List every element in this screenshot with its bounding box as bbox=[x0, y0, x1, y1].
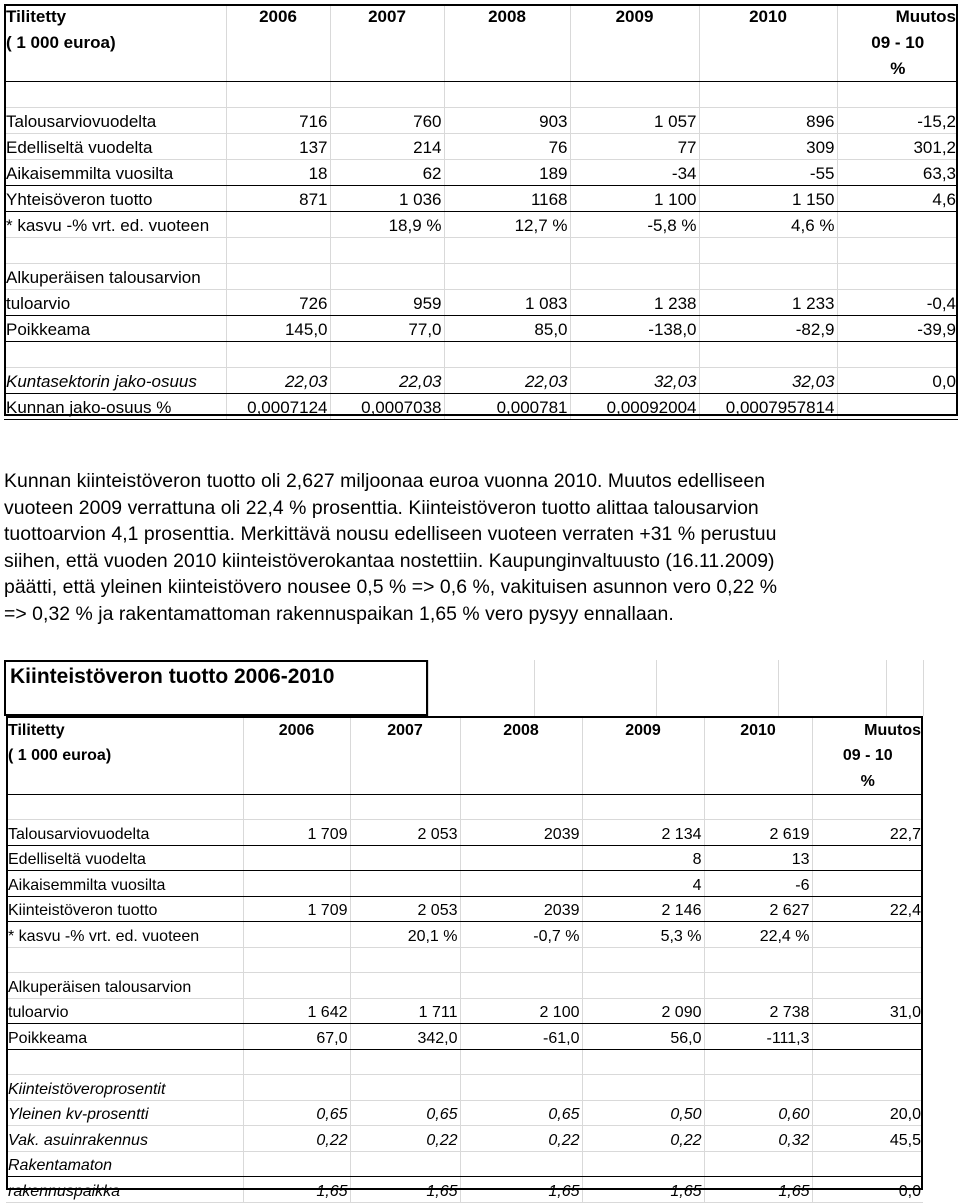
value-cell: 0,000781 bbox=[444, 394, 570, 420]
value-cell bbox=[350, 871, 460, 897]
value-cell: 145,0 bbox=[226, 316, 330, 342]
value-cell bbox=[226, 238, 330, 264]
property-tax-description bbox=[4, 468, 954, 627]
row-label-cell: Kiinteistöveroprosentit bbox=[6, 1075, 243, 1101]
value-cell bbox=[460, 973, 582, 999]
table-row bbox=[6, 1177, 923, 1203]
value-cell: 5,3 % bbox=[582, 922, 704, 948]
value-cell bbox=[704, 1049, 812, 1075]
header-cell bbox=[570, 56, 699, 82]
value-cell: 1 150 bbox=[699, 186, 837, 212]
value-cell: 2 738 bbox=[704, 998, 812, 1024]
header-cell bbox=[704, 743, 812, 769]
value-cell: 85,0 bbox=[444, 316, 570, 342]
value-cell: 0,0007124 bbox=[226, 394, 330, 420]
value-cell: 189 bbox=[444, 160, 570, 186]
table-row bbox=[6, 896, 923, 922]
value-cell bbox=[226, 212, 330, 238]
header-cell bbox=[350, 743, 460, 769]
value-cell: 56,0 bbox=[582, 1024, 704, 1050]
value-cell bbox=[699, 238, 837, 264]
value-cell: 214 bbox=[330, 134, 444, 160]
value-cell bbox=[243, 845, 350, 871]
value-cell: 0,0007957814 bbox=[699, 394, 837, 420]
value-cell bbox=[812, 1049, 923, 1075]
value-cell: 0,00092004 bbox=[570, 394, 699, 420]
table-row bbox=[6, 1151, 923, 1177]
value-cell: 0,50 bbox=[582, 1100, 704, 1126]
value-cell bbox=[350, 947, 460, 973]
value-cell: 31,0 bbox=[812, 998, 923, 1024]
value-cell: 63,3 bbox=[837, 160, 958, 186]
value-cell bbox=[570, 342, 699, 368]
value-cell bbox=[582, 1151, 704, 1177]
value-cell: 1,65 bbox=[350, 1177, 460, 1203]
value-cell: 1 233 bbox=[699, 290, 837, 316]
table-row bbox=[6, 871, 923, 897]
header-cell bbox=[460, 743, 582, 769]
value-cell: 726 bbox=[226, 290, 330, 316]
value-cell: -55 bbox=[699, 160, 837, 186]
value-cell bbox=[812, 973, 923, 999]
row-label-cell: Talousarviovuodelta bbox=[6, 820, 243, 846]
value-cell: 22,7 bbox=[812, 820, 923, 846]
value-cell: 0,65 bbox=[350, 1100, 460, 1126]
value-cell: 2 053 bbox=[350, 820, 460, 846]
table-row bbox=[4, 368, 958, 394]
value-cell: 2 090 bbox=[582, 998, 704, 1024]
table-row bbox=[4, 186, 958, 212]
value-cell: -82,9 bbox=[699, 316, 837, 342]
header-cell: % bbox=[812, 769, 923, 795]
value-cell: 4,6 bbox=[837, 186, 958, 212]
table-row bbox=[6, 973, 923, 999]
value-cell: 2 134 bbox=[582, 820, 704, 846]
value-cell bbox=[243, 922, 350, 948]
row-label-cell: Poikkeama bbox=[6, 1024, 243, 1050]
row-label-cell: Poikkeama bbox=[4, 316, 226, 342]
value-cell: -61,0 bbox=[460, 1024, 582, 1050]
header-cell bbox=[4, 56, 226, 82]
value-cell bbox=[837, 342, 958, 368]
row-label-cell: * kasvu -% vrt. ed. vuoteen bbox=[6, 922, 243, 948]
value-cell bbox=[812, 845, 923, 871]
value-cell: -5,8 % bbox=[570, 212, 699, 238]
value-cell bbox=[330, 264, 444, 290]
row-label-cell: Kuntasektorin jako-osuus bbox=[4, 368, 226, 394]
value-cell: 22,4 bbox=[812, 896, 923, 922]
value-cell bbox=[243, 1075, 350, 1101]
value-cell bbox=[837, 212, 958, 238]
header-cell bbox=[570, 30, 699, 56]
value-cell: 13 bbox=[704, 845, 812, 871]
value-cell: 32,03 bbox=[570, 368, 699, 394]
table-row bbox=[4, 212, 958, 238]
value-cell: -0,4 bbox=[837, 290, 958, 316]
value-cell: 1 057 bbox=[570, 108, 699, 134]
value-cell: 0,65 bbox=[460, 1100, 582, 1126]
header-cell: 2009 bbox=[582, 718, 704, 743]
corporate-tax-table bbox=[4, 4, 958, 420]
value-cell bbox=[350, 973, 460, 999]
table-row bbox=[4, 290, 958, 316]
header-cell: Muutos bbox=[864, 721, 921, 739]
value-cell bbox=[812, 947, 923, 973]
value-cell: 1,65 bbox=[582, 1177, 704, 1203]
value-cell bbox=[582, 1075, 704, 1101]
table-row bbox=[6, 794, 923, 820]
header-cell: Tilitetty bbox=[4, 4, 226, 30]
header-cell: 2008 bbox=[460, 718, 582, 743]
value-cell: 1,65 bbox=[243, 1177, 350, 1203]
value-cell: 0,0 bbox=[837, 368, 958, 394]
value-cell bbox=[837, 394, 958, 420]
value-cell: -15,2 bbox=[837, 108, 958, 134]
table-row bbox=[4, 264, 958, 290]
value-cell: 1 711 bbox=[350, 998, 460, 1024]
paragraph-line: => 0,32 % ja rakentamattoman rakennuspaikan 1,65 % vero pysyy ennallaan. bbox=[4, 602, 674, 625]
table-header-row bbox=[6, 769, 923, 795]
header-cell: 09 - 10 bbox=[871, 32, 925, 52]
value-cell: 4 bbox=[582, 871, 704, 897]
value-cell bbox=[837, 264, 958, 290]
value-cell: 1168 bbox=[444, 186, 570, 212]
table-header-row bbox=[4, 56, 958, 82]
property-tax-table bbox=[6, 718, 923, 1203]
value-cell bbox=[243, 973, 350, 999]
value-cell: 76 bbox=[444, 134, 570, 160]
table-row bbox=[4, 342, 958, 368]
value-cell: 1 083 bbox=[444, 290, 570, 316]
table-row bbox=[4, 134, 958, 160]
value-cell: 77,0 bbox=[330, 316, 444, 342]
row-label-cell: Kunnan jako-osuus % bbox=[4, 394, 226, 420]
header-cell bbox=[704, 769, 812, 795]
value-cell: 2039 bbox=[460, 896, 582, 922]
value-cell: 0,65 bbox=[243, 1100, 350, 1126]
value-cell: 896 bbox=[699, 108, 837, 134]
value-cell bbox=[243, 1151, 350, 1177]
header-cell: 2009 bbox=[570, 4, 699, 30]
value-cell bbox=[460, 1075, 582, 1101]
header-cell bbox=[444, 30, 570, 56]
section-heading: Kiinteistöveron tuotto 2006-2010 bbox=[10, 665, 335, 688]
header-cell: 2007 bbox=[350, 718, 460, 743]
table-row bbox=[6, 1024, 923, 1050]
value-cell: 32,03 bbox=[699, 368, 837, 394]
value-cell: 959 bbox=[330, 290, 444, 316]
header-cell: ( 1 000 euroa) bbox=[6, 743, 243, 769]
value-cell: 20,0 bbox=[812, 1100, 923, 1126]
value-cell bbox=[444, 264, 570, 290]
row-label-cell: Edelliseltä vuodelta bbox=[6, 845, 243, 871]
value-cell bbox=[330, 238, 444, 264]
table-row bbox=[6, 1049, 923, 1075]
table-row bbox=[4, 316, 958, 342]
value-cell: 2 619 bbox=[704, 820, 812, 846]
value-cell: 301,2 bbox=[837, 134, 958, 160]
header-cell: 2008 bbox=[444, 4, 570, 30]
value-cell bbox=[350, 845, 460, 871]
value-cell: 1 100 bbox=[570, 186, 699, 212]
value-cell bbox=[812, 871, 923, 897]
value-cell: 0,32 bbox=[704, 1126, 812, 1152]
value-cell bbox=[460, 1049, 582, 1075]
value-cell bbox=[350, 1151, 460, 1177]
value-cell: 716 bbox=[226, 108, 330, 134]
table-row bbox=[6, 947, 923, 973]
value-cell bbox=[812, 922, 923, 948]
header-cell: 2006 bbox=[243, 718, 350, 743]
value-cell: 0,22 bbox=[460, 1126, 582, 1152]
row-label-cell: Alkuperäisen talousarvion bbox=[4, 264, 226, 290]
header-cell: Muutos bbox=[895, 6, 956, 26]
value-cell: 12,7 % bbox=[444, 212, 570, 238]
value-cell bbox=[243, 947, 350, 973]
value-cell: 0,60 bbox=[704, 1100, 812, 1126]
value-cell bbox=[582, 947, 704, 973]
header-cell: Tilitetty bbox=[6, 718, 243, 743]
header-cell: 2006 bbox=[226, 4, 330, 30]
table-header-row bbox=[6, 718, 923, 743]
value-cell bbox=[570, 264, 699, 290]
value-cell: 0,22 bbox=[243, 1126, 350, 1152]
table-row bbox=[6, 998, 923, 1024]
row-label-cell: Alkuperäisen talousarvion bbox=[6, 973, 243, 999]
header-cell bbox=[226, 56, 330, 82]
value-cell: -138,0 bbox=[570, 316, 699, 342]
row-label-cell: tuloarvio bbox=[6, 998, 243, 1024]
value-cell: 1 642 bbox=[243, 998, 350, 1024]
value-cell bbox=[243, 871, 350, 897]
row-label-cell: Rakentamaton bbox=[6, 1151, 243, 1177]
value-cell: 1,65 bbox=[704, 1177, 812, 1203]
value-cell bbox=[350, 1075, 460, 1101]
value-cell: 62 bbox=[330, 160, 444, 186]
value-cell bbox=[812, 1075, 923, 1101]
value-cell bbox=[704, 973, 812, 999]
value-cell bbox=[330, 342, 444, 368]
row-label-cell: rakennuspaikka bbox=[6, 1177, 243, 1203]
corporate-tax-table-body bbox=[4, 108, 958, 420]
table-header-row bbox=[6, 743, 923, 769]
value-cell: 2 053 bbox=[350, 896, 460, 922]
header-cell: 2010 bbox=[699, 4, 837, 30]
value-cell bbox=[704, 1075, 812, 1101]
value-cell: 2039 bbox=[460, 820, 582, 846]
row-label-cell bbox=[4, 342, 226, 368]
header-cell bbox=[243, 743, 350, 769]
value-cell bbox=[699, 342, 837, 368]
property-tax-table-body bbox=[6, 820, 923, 1203]
row-label-cell: Kiinteistöveron tuotto bbox=[6, 896, 243, 922]
value-cell: 903 bbox=[444, 108, 570, 134]
table-row bbox=[4, 82, 958, 108]
value-cell bbox=[226, 264, 330, 290]
header-cell bbox=[699, 30, 837, 56]
header-cell bbox=[582, 769, 704, 795]
table-row bbox=[6, 845, 923, 871]
row-label-cell: Talousarviovuodelta bbox=[4, 108, 226, 134]
value-cell: 22,03 bbox=[226, 368, 330, 394]
header-cell bbox=[330, 30, 444, 56]
value-cell bbox=[460, 871, 582, 897]
value-cell: 22,03 bbox=[444, 368, 570, 394]
table-row bbox=[6, 820, 923, 846]
value-cell: 871 bbox=[226, 186, 330, 212]
header-cell bbox=[330, 56, 444, 82]
value-cell bbox=[582, 1049, 704, 1075]
value-cell: 22,03 bbox=[330, 368, 444, 394]
value-cell: 8 bbox=[582, 845, 704, 871]
header-cell: ( 1 000 euroa) bbox=[4, 30, 226, 56]
value-cell: 137 bbox=[226, 134, 330, 160]
header-cell bbox=[226, 30, 330, 56]
table-row bbox=[4, 108, 958, 134]
value-cell: 1 036 bbox=[330, 186, 444, 212]
row-label-cell: Yhteisöveron tuotto bbox=[4, 186, 226, 212]
value-cell bbox=[444, 238, 570, 264]
value-cell: 18,9 % bbox=[330, 212, 444, 238]
value-cell bbox=[444, 342, 570, 368]
value-cell: 1 709 bbox=[243, 820, 350, 846]
header-cell: 09 - 10 bbox=[842, 747, 893, 765]
value-cell bbox=[570, 238, 699, 264]
row-label-cell bbox=[4, 238, 226, 264]
value-cell: -39,9 bbox=[837, 316, 958, 342]
value-cell bbox=[837, 238, 958, 264]
value-cell: -6 bbox=[704, 871, 812, 897]
value-cell: 2 146 bbox=[582, 896, 704, 922]
header-cell: % bbox=[837, 56, 958, 82]
value-cell: 77 bbox=[570, 134, 699, 160]
value-cell bbox=[812, 1024, 923, 1050]
table-header-row bbox=[4, 30, 958, 56]
value-cell bbox=[243, 1049, 350, 1075]
row-label-cell: Edelliseltä vuodelta bbox=[4, 134, 226, 160]
value-cell bbox=[350, 1049, 460, 1075]
paragraph-line: tuottoarvion 4,1 prosenttia. Merkittävä nousu edelliseen vuoteen verraten +31 % perustuu bbox=[4, 523, 777, 545]
value-cell: 0,22 bbox=[582, 1126, 704, 1152]
header-cell bbox=[582, 743, 704, 769]
header-cell: 2010 bbox=[704, 718, 812, 743]
value-cell: 1,65 bbox=[460, 1177, 582, 1203]
row-label-cell: Vak. asuinrakennus bbox=[6, 1126, 243, 1152]
table-row bbox=[6, 1100, 923, 1126]
row-label-cell: Aikaisemmilta vuosilta bbox=[6, 871, 243, 897]
value-cell: 45,5 bbox=[812, 1126, 923, 1152]
value-cell bbox=[460, 947, 582, 973]
header-cell bbox=[444, 56, 570, 82]
value-cell bbox=[704, 947, 812, 973]
row-label-cell: Aikaisemmilta vuosilta bbox=[4, 160, 226, 186]
value-cell: 4,6 % bbox=[699, 212, 837, 238]
value-cell: 2 627 bbox=[704, 896, 812, 922]
value-cell: 22,4 % bbox=[704, 922, 812, 948]
paragraph-line: Kunnan kiinteistöveron tuotto oli 2,627 miljoonaa euroa vuonna 2010. Muutos edelliseen bbox=[4, 470, 766, 492]
header-cell bbox=[460, 769, 582, 795]
table-row bbox=[6, 922, 923, 948]
row-label-cell: Yleinen kv-prosentti bbox=[6, 1100, 243, 1126]
table-row bbox=[4, 160, 958, 186]
header-cell: 2007 bbox=[330, 4, 444, 30]
header-cell bbox=[699, 56, 837, 82]
value-cell bbox=[226, 342, 330, 368]
value-cell bbox=[460, 1151, 582, 1177]
row-label-cell bbox=[6, 1049, 243, 1075]
value-cell bbox=[704, 1151, 812, 1177]
value-cell: 20,1 % bbox=[350, 922, 460, 948]
paragraph-line: vuoteen 2009 verrattuna oli 22,4 % prosenttia. Kiinteistöveron tuotto alittaa talousarvion bbox=[4, 496, 759, 519]
value-cell: 67,0 bbox=[243, 1024, 350, 1050]
row-label-cell: * kasvu -% vrt. ed. vuoteen bbox=[4, 212, 226, 238]
row-label-cell bbox=[6, 947, 243, 973]
value-cell bbox=[460, 845, 582, 871]
table-row bbox=[4, 394, 958, 420]
value-cell: 760 bbox=[330, 108, 444, 134]
paragraph-line: päätti, että yleinen kiinteistövero nousee 0,5 % => 0,6 %, vakituisen asunnon vero 0,22 % bbox=[4, 576, 778, 598]
table-row bbox=[4, 238, 958, 264]
table-header-row bbox=[4, 4, 958, 30]
value-cell bbox=[812, 1151, 923, 1177]
value-cell: -0,7 % bbox=[460, 922, 582, 948]
value-cell: 0,22 bbox=[350, 1126, 460, 1152]
value-cell bbox=[582, 973, 704, 999]
value-cell: 1 709 bbox=[243, 896, 350, 922]
value-cell: -111,3 bbox=[704, 1024, 812, 1050]
paragraph-line: siihen, että vuoden 2010 kiinteistöverokantaa nostettiin. Kaupunginvaltuusto (16.11.2009) bbox=[4, 549, 775, 572]
header-cell bbox=[350, 769, 460, 795]
value-cell: 1 238 bbox=[570, 290, 699, 316]
value-cell: 2 100 bbox=[460, 998, 582, 1024]
value-cell: 342,0 bbox=[350, 1024, 460, 1050]
value-cell: 18 bbox=[226, 160, 330, 186]
value-cell: -34 bbox=[570, 160, 699, 186]
value-cell bbox=[699, 264, 837, 290]
value-cell: 0,0 bbox=[812, 1177, 923, 1203]
header-cell bbox=[6, 769, 243, 795]
table-row bbox=[6, 1126, 923, 1152]
row-label-cell: tuloarvio bbox=[4, 290, 226, 316]
value-cell: 0,0007038 bbox=[330, 394, 444, 420]
value-cell: 309 bbox=[699, 134, 837, 160]
heading-grid-background bbox=[428, 660, 924, 716]
header-cell bbox=[243, 769, 350, 795]
table-row bbox=[6, 1075, 923, 1101]
